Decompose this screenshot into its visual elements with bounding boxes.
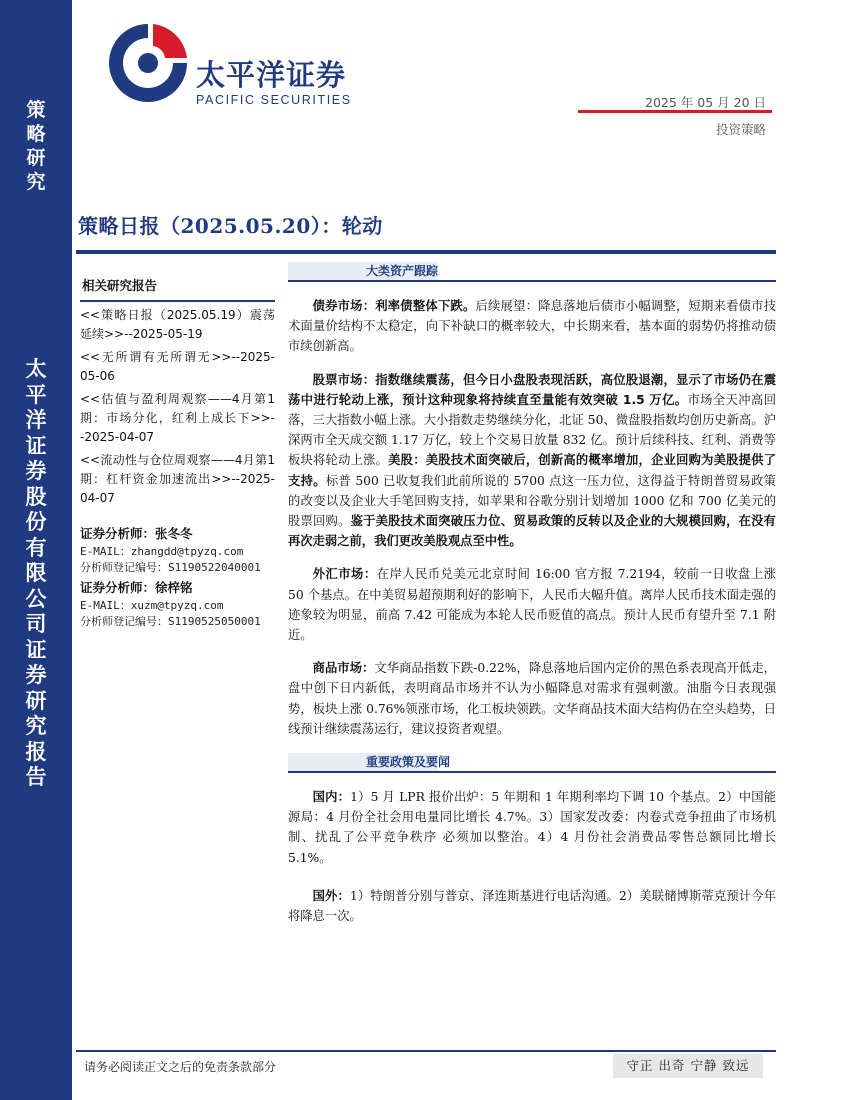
bond-paragraph <box>288 296 776 357</box>
international-lead: 国外： <box>312 888 350 903</box>
bond-lead: 债券市场：利率债整体下跌。 <box>312 299 476 313</box>
analyst-registration: 分析师登记编号：S1190525050001 <box>80 615 261 628</box>
analyst-registration: 分析师登记编号：S1190522040001 <box>80 561 261 574</box>
company-logo-icon <box>103 18 193 108</box>
related-report-link[interactable]: <<流动性与仓位周观察——4月第1期：杠杆资金加速流出>>--2025-04-07 <box>80 453 275 505</box>
sidebar-char: 证 <box>25 636 47 662</box>
us-stock-body: 标普 500 已收复我们此前所说的 5700 点这一压力位，这得益于特朗普贸易政策的改变以及企业大手笔回购支持，如苹果和谷歌分别计划增加 1000 亿和 700 亿美元的股票回购。 <box>288 473 776 529</box>
stock-lead: 股票市场：指数继续震荡，但今日小盘股表现活跃，高位股退潮，显示了市场仍在震荡中进行轮动上涨，预计这种现象将持续直至量能有效突破 1.5 万亿。 <box>288 372 776 407</box>
sidebar-char: 略 <box>26 123 46 145</box>
footer-motto: 守正 出奇 宁静 致远 <box>613 1054 763 1078</box>
analyst-name: 证券分析师：张冬冬 <box>80 526 193 541</box>
sidebar-char: 份 <box>25 509 47 534</box>
stock-paragraph <box>288 370 776 552</box>
section-label: 大类资产跟踪 <box>366 264 439 278</box>
sidebar-char: 股 <box>25 483 47 509</box>
related-reports-heading: 相关研究报告 <box>80 262 275 302</box>
sidebar-char: 司 <box>25 611 47 636</box>
sidebar-category <box>0 98 72 194</box>
report-type: 投资策略 <box>715 122 766 137</box>
sidebar-char: 究 <box>26 171 46 193</box>
analyst-name: 证券分析师：徐梓铭 <box>80 580 193 595</box>
sidebar-char: 太 <box>25 356 47 381</box>
title-divider <box>76 250 776 254</box>
commodity-body: 文华商品指数下跌-0.22%，降息落地后国内定价的黑色系表现高开低走，盘中创下日内新低，表明商品市场并不认为小幅降息对需求有强刺激。油脂今日表现强势，板块上涨 0.76%领涨市场，化工板块领跌。文华商品技术面大结构仍在空头趋势，日线预计继续震荡运行，建议投资者观望。 <box>288 661 776 736</box>
report-title: 策略日报（2025.05.20）：轮动 <box>78 214 383 238</box>
sidebar-char: 究 <box>25 713 47 738</box>
international-body: 1）特朗普分别与普京、泽连斯基进行电话沟通。2）美联储博斯蒂克预计今年将降息一次。 <box>288 888 776 924</box>
international-news-paragraph <box>288 886 776 926</box>
us-stock-lead: 美股：美股技术面突破后，创新高的概率增加，企业回购为美股提供了支持。 <box>288 453 776 488</box>
section-rule <box>288 771 776 773</box>
us-stock-conclusion: 鉴于美股技术面突破压力位、贸易政策的反转以及企业的大规模回购，在没有再次走弱之前，我们更改美股观点至中性。 <box>288 514 776 549</box>
analyst-email[interactable]: E-MAIL：zhangdd@tpyzq.com <box>80 545 244 558</box>
commodity-paragraph <box>288 658 776 739</box>
related-report-link[interactable]: <<策略日报（2025.05.19）震荡延续>>--2025-05-19 <box>80 308 275 341</box>
footer-disclaimer: 请务必阅读正文之后的免责条款部分 <box>84 1060 277 1074</box>
fx-body: 在岸人民币兑美元北京时间 16:00 官方报 7.2194，较前一日收盘上涨 50 个基点。在中美贸易超预期利好的影响下，人民币大幅升值。离岸人民币技术面走强的迹象较为明显，前高 7.42 可能成为本轮人民币贬值的高点。预计人民币有望升至 7.1 附近。 <box>288 567 776 643</box>
related-report-link[interactable]: <<估值与盈利周观察——4月第1期：市场分化，红利上成长下>>--2025-04-07 <box>80 392 275 444</box>
sidebar-char: 报 <box>25 738 47 764</box>
section-rule <box>288 280 776 282</box>
domestic-lead: 国内： <box>312 790 351 805</box>
section-label: 重要政策及要闻 <box>366 755 451 770</box>
sidebar <box>0 0 72 1100</box>
sidebar-char: 证 <box>25 432 47 458</box>
sidebar-char: 有 <box>25 534 47 560</box>
date-divider <box>578 110 772 113</box>
brand-name-cn: 太平洋证券 <box>196 58 347 92</box>
sidebar-char: 公 <box>25 585 47 611</box>
sidebar-char: 洋 <box>25 407 47 432</box>
domestic-body: 1）5 月 LPR 报价出炉：5 年期和 1 年期利率均下调 10 个基点。2）中国能源局：4 月份全社会用电量同比增长 4.7%。3）国家发改委：内卷式竞争扭曲了市场机制、扰乱了公平竞争秩序 必须加以整治。4）4 月份社会消费品零售总额同比增长 5.1%。 <box>288 790 776 865</box>
stock-body: 市场全天冲高回落，三大指数小幅上涨。大小指数走势继续分化，北证 50、微盘股指数均创历史新高。沪深两市全天成交额 1.17 万亿，较上个交易日放量 832 亿。预计后续科技、红利、消费等板块将轮动上涨。 <box>288 392 776 468</box>
sidebar-char: 券 <box>25 458 47 483</box>
sidebar-char: 策 <box>26 99 46 121</box>
section-heading-assets <box>288 262 776 282</box>
analyst-email[interactable]: E-MAIL：xuzm@tpyzq.com <box>80 599 224 612</box>
commodity-lead: 商品市场： <box>312 661 375 676</box>
section-heading-policy <box>288 753 776 773</box>
sidebar-char: 券 <box>25 662 47 687</box>
footer-divider <box>76 1050 776 1052</box>
report-date: 2025 年 05 月 20 日 <box>645 95 766 110</box>
related-report-link[interactable]: <<无所谓有无所谓无>>--2025-05-06 <box>80 350 275 383</box>
sidebar-char: 研 <box>26 147 46 169</box>
left-column <box>80 262 275 630</box>
sidebar-char: 研 <box>25 687 47 713</box>
sidebar-char: 告 <box>25 764 47 789</box>
fx-paragraph <box>288 564 776 645</box>
sidebar-org-name <box>0 356 72 790</box>
main-content <box>288 262 776 939</box>
bond-body: 后续展望：降息落地后债市小幅调整，短期来看债市技术面量价结构不太稳定，向下补缺口的概率较大，中长期来看，基本面的弱势仍将推动债市续创新高。 <box>288 299 776 354</box>
fx-lead: 外汇市场： <box>312 567 377 582</box>
sidebar-char: 平 <box>25 381 47 407</box>
sidebar-char: 限 <box>25 560 47 585</box>
brand-name-en: PACIFIC SECURITIES <box>196 93 352 107</box>
domestic-news-paragraph <box>288 787 776 868</box>
